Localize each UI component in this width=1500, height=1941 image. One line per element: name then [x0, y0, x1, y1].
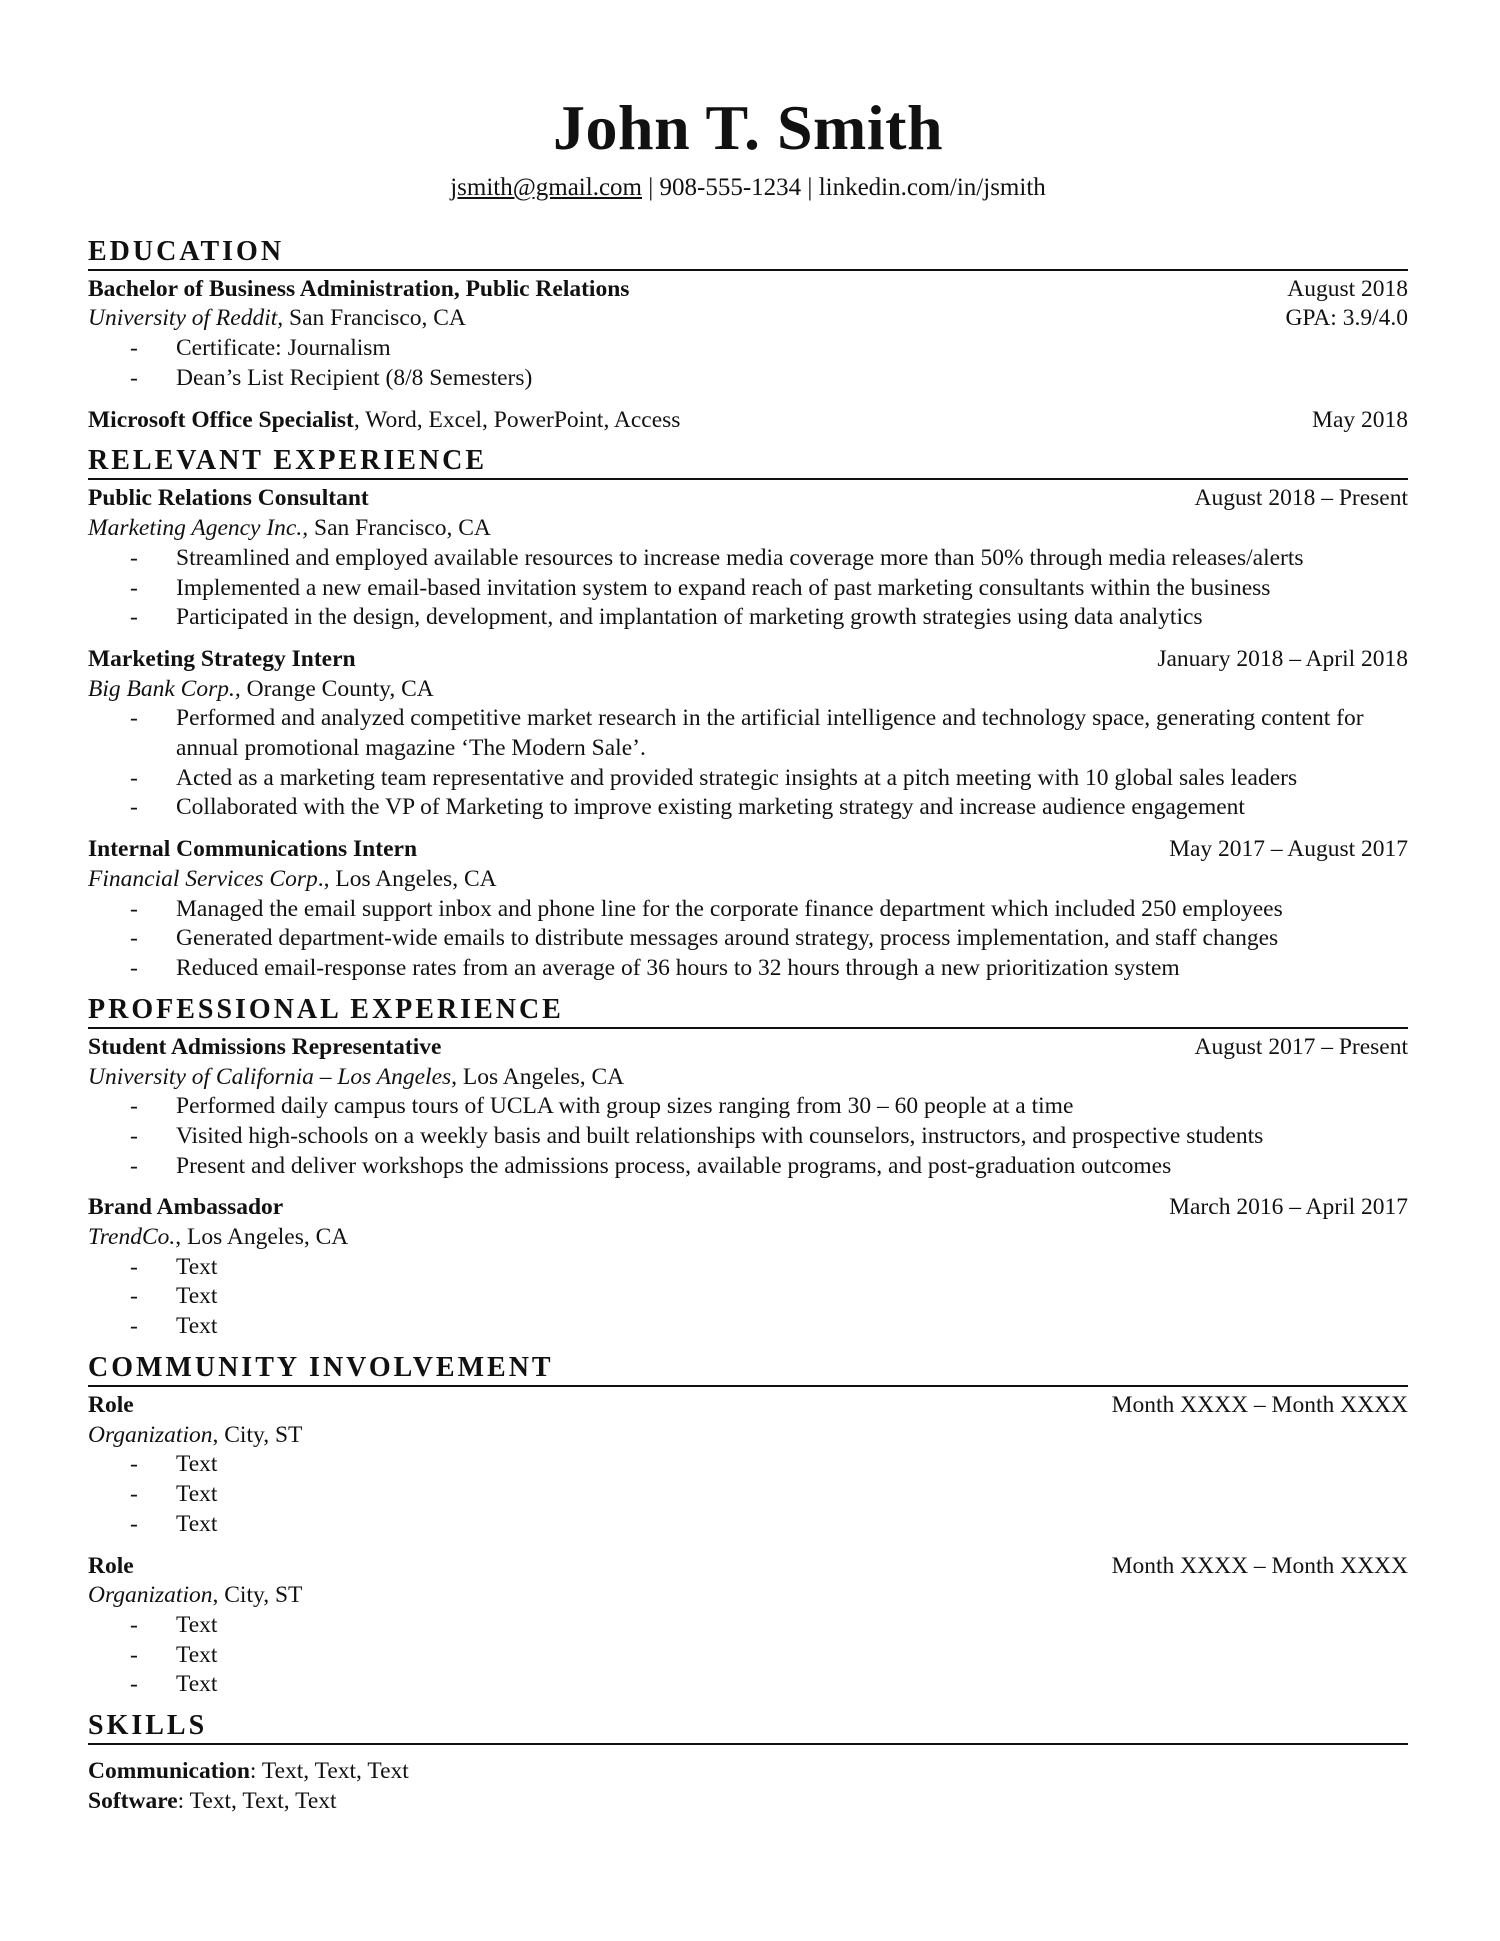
- list-item: - Performed and analyzed competitive market research in the artificial intelligence and technology space, generating content for annual promotional magazine ‘The Modern Sale’.: [88, 704, 1408, 763]
- job-date: Month XXXX – Month XXXX: [1111, 1392, 1408, 1419]
- job-org: TrendCo.: [88, 1224, 176, 1251]
- candidate-name: John T. Smith: [552, 92, 944, 163]
- job-role: Role: [88, 1392, 134, 1419]
- school-location: San Francisco, CA: [283, 305, 466, 332]
- job-entry: [88, 645, 1408, 823]
- list-item: - Visited high-schools on a weekly basis and built relationships with counselors, instructors, and prospective students: [88, 1122, 1408, 1152]
- list-item: - Dean’s List Recipient (8/8 Semesters): [88, 364, 1408, 394]
- job-date: August 2018 – Present: [1194, 485, 1408, 512]
- degree-date: August 2018: [1287, 275, 1408, 302]
- job-location: ., Los Angeles, CA: [317, 865, 497, 892]
- email-link[interactable]: jsmith@gmail.com: [450, 174, 642, 201]
- job-entry: [88, 1033, 1408, 1182]
- job-org: Big Bank Corp.,: [88, 675, 241, 702]
- job-role: Public Relations Consultant: [88, 485, 369, 512]
- resume-header: [88, 92, 1408, 202]
- job-location: Orange County, CA: [240, 675, 434, 702]
- job-entry: [88, 1552, 1408, 1701]
- job-role: Internal Communications Intern: [88, 836, 418, 863]
- list-item: - Text: [88, 1670, 1408, 1700]
- job-date: March 2016 – April 2017: [1169, 1194, 1408, 1221]
- list-item: - Collaborated with the VP of Marketing to improve existing marketing strategy and increase audience engagement: [88, 793, 1408, 823]
- resume-page: [88, 92, 1408, 1817]
- list-item: - Text: [88, 1312, 1408, 1342]
- job-role: Marketing Strategy Intern: [88, 645, 356, 672]
- list-item: - Generated department-wide emails to distribute messages around strategy, process implementation, and staff changes: [88, 924, 1408, 954]
- job-org: University of California – Los Angeles,: [88, 1063, 458, 1090]
- section-title: RELEVANT EXPERIENCE: [88, 445, 1408, 480]
- job-location: , City, ST: [212, 1421, 303, 1448]
- degree-title: Bachelor of Business Administration, Public Relations: [88, 275, 630, 302]
- skill-line: [88, 1787, 1408, 1817]
- professional-experience-section: [88, 994, 1408, 1342]
- cert-date: May 2018: [1312, 406, 1408, 433]
- community-involvement-section: [88, 1352, 1408, 1700]
- job-entry: [88, 835, 1408, 984]
- education-section: [88, 236, 1408, 436]
- relevant-experience-section: [88, 445, 1408, 983]
- job-entry: [88, 1193, 1408, 1342]
- list-item: - Acted as a marketing team representative and provided strategic insights at a pitch meeting with 10 global sales leaders: [88, 764, 1408, 794]
- job-role: Brand Ambassador: [88, 1194, 284, 1221]
- list-item: - Participated in the design, development, and implantation of marketing growth strategies using data analytics: [88, 603, 1408, 633]
- degree-entry: [88, 275, 1408, 394]
- school-name: University of Reddit,: [88, 305, 284, 332]
- list-item: - Streamlined and employed available resources to increase media coverage more than 50% through media releases/alerts: [88, 544, 1408, 574]
- job-org: Financial Services Corp: [88, 865, 318, 892]
- skill-line: [88, 1757, 1408, 1787]
- list-item: - Text: [88, 1282, 1408, 1312]
- job-org: Marketing Agency Inc.,: [88, 515, 309, 542]
- gpa: GPA: 3.9/4.0: [1285, 305, 1408, 332]
- list-item: - Performed daily campus tours of UCLA with group sizes ranging from 30 – 60 people at a time: [88, 1092, 1408, 1122]
- list-item: - Certificate: Journalism: [88, 334, 1408, 364]
- contact-separator: |: [642, 174, 660, 201]
- list-item: - Present and deliver workshops the admissions process, available programs, and post-graduation outcomes: [88, 1152, 1408, 1182]
- list-item: - Text: [88, 1510, 1408, 1540]
- job-location: , City, ST: [212, 1582, 303, 1609]
- skill-label: Software: [88, 1787, 178, 1814]
- job-date: January 2018 – April 2018: [1157, 645, 1408, 672]
- list-item: - Text: [88, 1480, 1408, 1510]
- job-location: San Francisco, CA: [308, 515, 491, 542]
- section-title: COMMUNITY INVOLVEMENT: [88, 1352, 1408, 1387]
- job-entry: [88, 484, 1408, 633]
- cert-detail: , Word, Excel, PowerPoint, Access: [353, 406, 681, 433]
- job-entry: [88, 1391, 1408, 1540]
- section-title: EDUCATION: [88, 236, 1408, 271]
- job-location: , Los Angeles, CA: [175, 1224, 349, 1251]
- skill-value: : Text, Text, Text: [249, 1758, 409, 1785]
- section-title: PROFESSIONAL EXPERIENCE: [88, 994, 1408, 1029]
- certification-entry: [88, 406, 1408, 436]
- cert-title: Microsoft Office Specialist: [88, 406, 354, 433]
- list-item: - Text: [88, 1450, 1408, 1480]
- job-org: Organization: [88, 1582, 213, 1609]
- list-item: - Reduced email-response rates from an average of 36 hours to 32 hours through a new prioritization system: [88, 954, 1408, 984]
- job-role: Student Admissions Representative: [88, 1033, 442, 1060]
- skill-value: : Text, Text, Text: [177, 1787, 337, 1814]
- job-date: Month XXXX – Month XXXX: [1111, 1552, 1408, 1579]
- job-date: May 2017 – August 2017: [1169, 836, 1408, 863]
- linkedin-url: linkedin.com/in/jsmith: [818, 174, 1046, 201]
- list-item: - Text: [88, 1253, 1408, 1283]
- job-role: Role: [88, 1552, 134, 1579]
- job-org: Organization: [88, 1421, 213, 1448]
- list-item: - Text: [88, 1611, 1408, 1641]
- contact-separator: |: [801, 174, 819, 201]
- list-item: - Managed the email support inbox and phone line for the corporate finance department which included 250 employees: [88, 895, 1408, 925]
- job-date: August 2017 – Present: [1194, 1033, 1408, 1060]
- contact-line: [88, 174, 1408, 202]
- list-item: - Text: [88, 1641, 1408, 1671]
- skills-section: [88, 1710, 1408, 1817]
- skill-label: Communication: [88, 1758, 250, 1785]
- phone-number: 908-555-1234: [659, 174, 802, 201]
- job-location: Los Angeles, CA: [457, 1063, 625, 1090]
- section-title: SKILLS: [88, 1710, 1408, 1745]
- list-item: - Implemented a new email-based invitation system to expand reach of past marketing consultants within the business: [88, 574, 1408, 604]
